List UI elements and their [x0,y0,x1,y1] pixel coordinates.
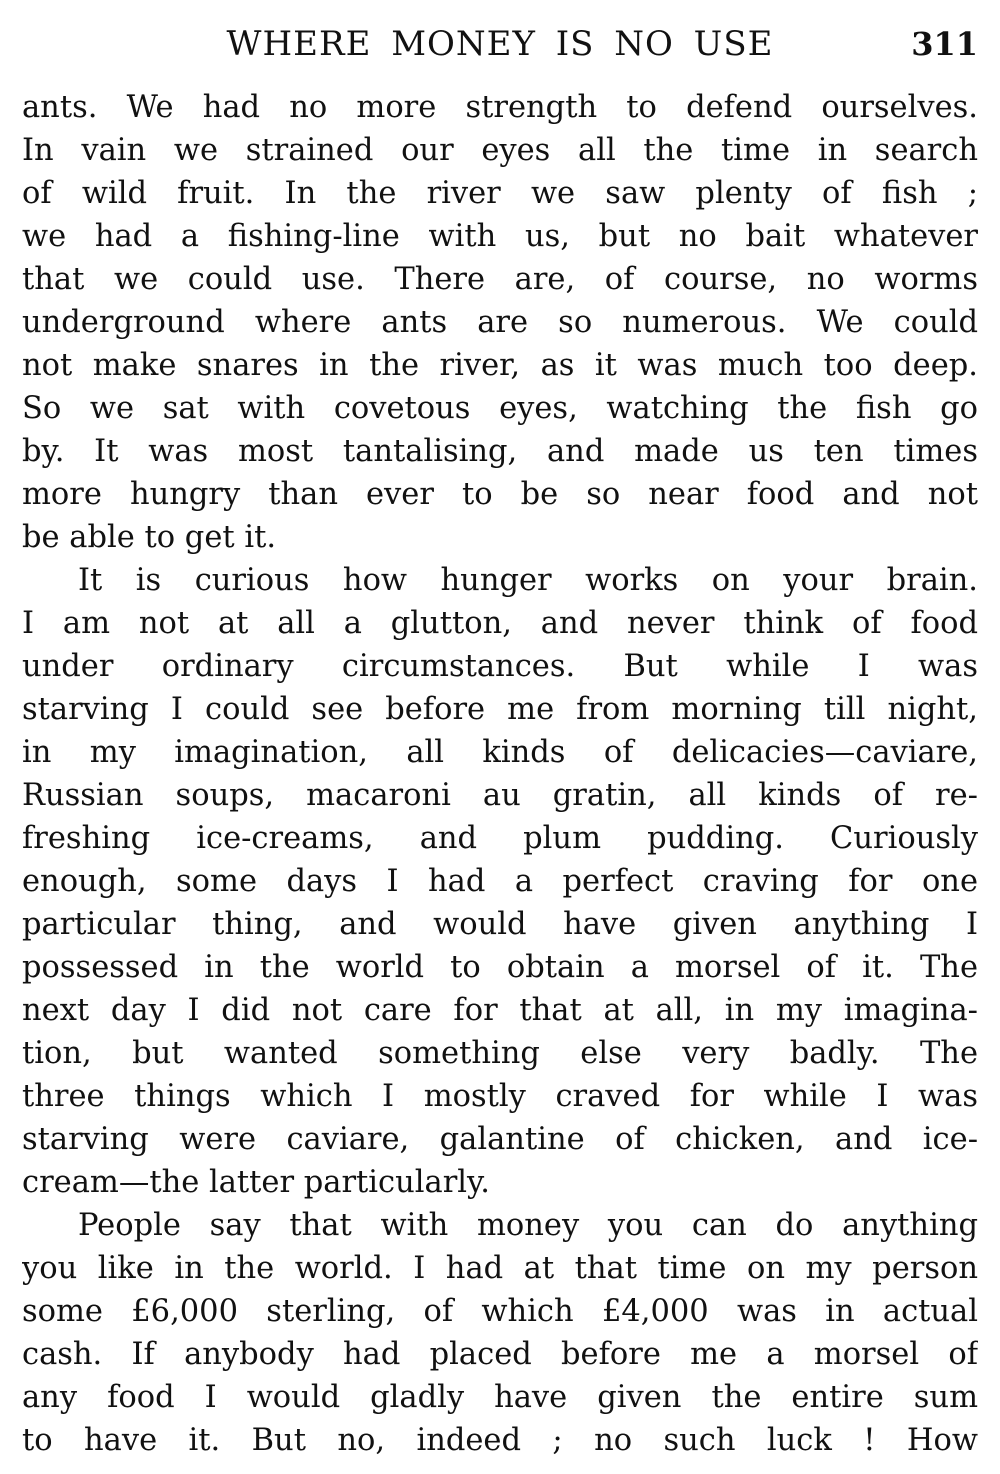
text-line: any food I would gladly have given the entire sum [22,1380,978,1415]
text-line: we had a fishing-line with us, but no bait whatever [22,219,978,254]
text-line: I am not at all a glutton, and never think of food [22,606,978,641]
text-line: cash. If anybody had placed before me a morsel of [22,1337,978,1372]
text-line: more hungry than ever to be so near food and not [22,477,978,512]
text-line: some £6,000 sterling, of which £4,000 was in actual [22,1294,978,1329]
text-line: cream—the latter particularly. [22,1165,490,1200]
text-line: not make snares in the river, as it was much too deep. [22,348,978,383]
text-line: by. It was most tantalising, and made us ten times [22,434,978,469]
body-text [22,86,978,1462]
text-line: under ordinary circumstances. But while I was [22,649,978,684]
text-line: starving I could see before me from morning till night, [22,692,978,727]
text-line: you like in the world. I had at that time on my person [22,1251,978,1286]
paragraph-start-line: People say that with money you can do anything [78,1208,978,1243]
chapter-title: WHERE MONEY IS NO USE [226,24,774,64]
text-line: be able to get it. [22,520,277,555]
page-number: 311 [911,25,978,63]
text-line: In vain we strained our eyes all the time in search [22,133,978,168]
text-line: three things which I mostly craved for while I was [22,1079,978,1114]
text-line: enough, some days I had a perfect craving for one [22,864,978,899]
text-line: So we sat with covetous eyes, watching the fish go [22,391,978,426]
text-line: to have it. But no, indeed ; no such luck ! How [22,1423,978,1458]
text-line: particular thing, and would have given anything I [22,907,978,942]
text-line: tion, but wanted something else very badly. The [22,1036,978,1071]
text-line: freshing ice-creams, and plum pudding. Curiously [22,821,978,856]
paragraph-start-line: It is curious how hunger works on your brain. [78,563,978,598]
text-line: ants. We had no more strength to defend ourselves. [22,90,978,125]
text-line: starving were caviare, galantine of chicken, and ice- [22,1122,978,1157]
running-head [22,22,978,66]
text-line: underground where ants are so numerous. We could [22,305,978,340]
text-line: possessed in the world to obtain a morsel of it. The [22,950,978,985]
text-line: next day I did not care for that at all, in my imagina- [22,993,978,1028]
text-line: of wild fruit. In the river we saw plenty of fish ; [22,176,978,211]
text-line: in my imagination, all kinds of delicacies—caviare, [22,735,978,770]
text-line: that we could use. There are, of course, no worms [22,262,978,297]
text-line: Russian soups, macaroni au gratin, all kinds of re- [22,778,978,813]
